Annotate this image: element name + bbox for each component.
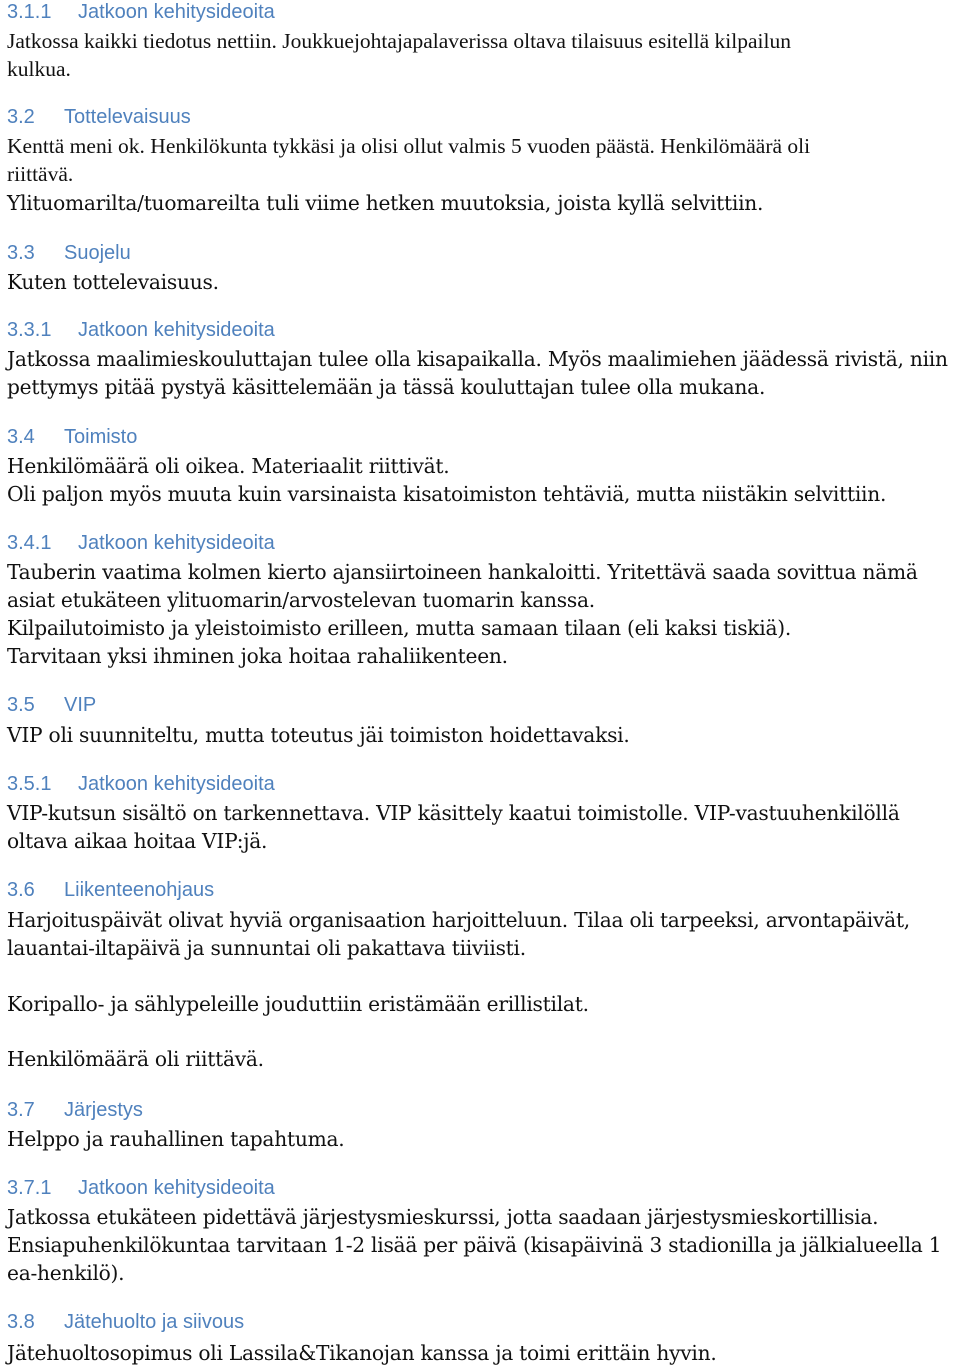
section-heading-3-3-1 xyxy=(7,317,275,343)
paragraph-line: oltava aikaa hoitaa VIP:jä. xyxy=(7,829,268,853)
section-title: Liikenteenohjaus xyxy=(64,879,215,901)
paragraph-line: Koripallo- ja sählypeleille jouduttiin eristämään erillistilat. xyxy=(7,992,589,1016)
paragraph-line: riittävä. xyxy=(7,162,74,186)
section-title: Jatkoon kehitysideoita xyxy=(78,773,275,795)
section-title: Järjestys xyxy=(64,1099,143,1121)
section-number: 3.8 xyxy=(7,1311,35,1333)
paragraph-line: Jatkossa kaikki tiedotus nettiin. Joukkuejohtajapalaverissa oltava tilaisuus esitellä kilpailun xyxy=(7,29,791,53)
section-number: 3.2 xyxy=(7,106,35,128)
section-number: 3.7 xyxy=(7,1099,35,1121)
section-heading-3-4-1 xyxy=(7,530,275,556)
section-heading-3-8 xyxy=(7,1309,244,1335)
paragraph-line: Jatkossa etukäteen pidettävä järjestysmieskurssi, jotta saadaan järjestysmieskortillisia. xyxy=(7,1205,879,1229)
section-heading-3-5 xyxy=(7,692,96,718)
section-number: 3.4.1 xyxy=(7,532,52,554)
section-number: 3.4 xyxy=(7,426,35,448)
section-heading-3-3 xyxy=(7,240,131,266)
section-heading-3-7 xyxy=(7,1097,143,1123)
section-heading-3-7-1 xyxy=(7,1175,275,1201)
paragraph-line: Kenttä meni ok. Henkilökunta tykkäsi ja olisi ollut valmis 5 vuoden päästä. Henkilömäärä oli xyxy=(7,134,811,158)
paragraph-line: ea-henkilö). xyxy=(7,1261,125,1285)
section-number: 3.5 xyxy=(7,694,35,716)
paragraph-line: Oli paljon myös muuta kuin varsinaista kisatoimiston tehtäviä, mutta niistäkin selvittiin. xyxy=(7,482,887,506)
paragraph-line: Ensiapuhenkilökuntaa tarvitaan 1-2 lisää per päivä (kisapäivinä 3 stadionilla ja jälkialueella 1 xyxy=(7,1233,942,1257)
section-number: 3.3.1 xyxy=(7,319,52,341)
section-heading-3-2 xyxy=(7,104,191,130)
section-title: Jatkoon kehitysideoita xyxy=(78,319,275,341)
section-number: 3.5.1 xyxy=(7,773,52,795)
paragraph-line: Helppo ja rauhallinen tapahtuma. xyxy=(7,1127,345,1151)
section-number: 3.1.1 xyxy=(7,1,52,23)
paragraph-line: lauantai-iltapäivä ja sunnuntai oli pakattava tiiviisti. xyxy=(7,936,526,960)
section-heading-3-1-1 xyxy=(7,0,275,25)
paragraph-line: VIP-kutsun sisältö on tarkennettava. VIP käsittely kaatui toimistolle. VIP-vastuuhenkilöllä xyxy=(7,801,900,825)
paragraph-line: asiat etukäteen ylituomarin/arvostelevan tuomarin kanssa. xyxy=(7,588,595,612)
paragraph-line: Harjoituspäivät olivat hyviä organisaation harjoitteluun. Tilaa oli tarpeeksi, arvontapäivät, xyxy=(7,908,910,932)
paragraph-line: Henkilömäärä oli riittävä. xyxy=(7,1047,264,1071)
section-title: Jatkoon kehitysideoita xyxy=(78,1,275,23)
section-title: Toimisto xyxy=(64,426,138,448)
paragraph-line: Ylituomarilta/tuomareilta tuli viime hetken muutoksia, joista kyllä selvittiin. xyxy=(7,191,764,215)
section-title: Jatkoon kehitysideoita xyxy=(78,1177,275,1199)
paragraph-line: Tauberin vaatima kolmen kierto ajansiirtoineen hankaloitti. Yritettävä saada sovittua nämä xyxy=(7,560,918,584)
paragraph-line: Kilpailutoimisto ja yleistoimisto erilleen, mutta samaan tilaan (eli kaksi tiskiä). xyxy=(7,616,792,640)
section-title: Tottelevaisuus xyxy=(64,106,191,128)
section-number: 3.3 xyxy=(7,242,35,264)
section-title: Suojelu xyxy=(64,242,131,264)
section-number: 3.7.1 xyxy=(7,1177,52,1199)
section-number: 3.6 xyxy=(7,879,35,901)
paragraph-line: Kuten tottelevaisuus. xyxy=(7,270,219,294)
section-title: Jätehuolto ja siivous xyxy=(64,1311,245,1333)
section-heading-3-4 xyxy=(7,424,137,450)
paragraph-line: pettymys pitää pystyä käsittelemään ja tässä kouluttajan tulee olla mukana. xyxy=(7,375,766,399)
section-heading-3-5-1 xyxy=(7,771,275,797)
section-title: VIP xyxy=(64,694,97,716)
section-title: Jatkoon kehitysideoita xyxy=(78,532,275,554)
section-heading-3-6 xyxy=(7,877,214,903)
paragraph-line: Jatkossa maalimieskouluttajan tulee olla kisapaikalla. Myös maalimiehen jäädessä rivistä, niin xyxy=(7,347,948,371)
paragraph-line: kulkua. xyxy=(7,57,71,81)
paragraph-line: Tarvitaan yksi ihminen joka hoitaa rahaliikenteen. xyxy=(7,644,508,668)
paragraph-line: Henkilömäärä oli oikea. Materiaalit riittivät. xyxy=(7,454,450,478)
paragraph-line: Jätehuoltosopimus oli Lassila&Tikanojan kanssa ja toimi erittäin hyvin. xyxy=(7,1341,717,1365)
paragraph-line: VIP oli suunniteltu, mutta toteutus jäi toimiston hoidettavaksi. xyxy=(7,723,630,747)
